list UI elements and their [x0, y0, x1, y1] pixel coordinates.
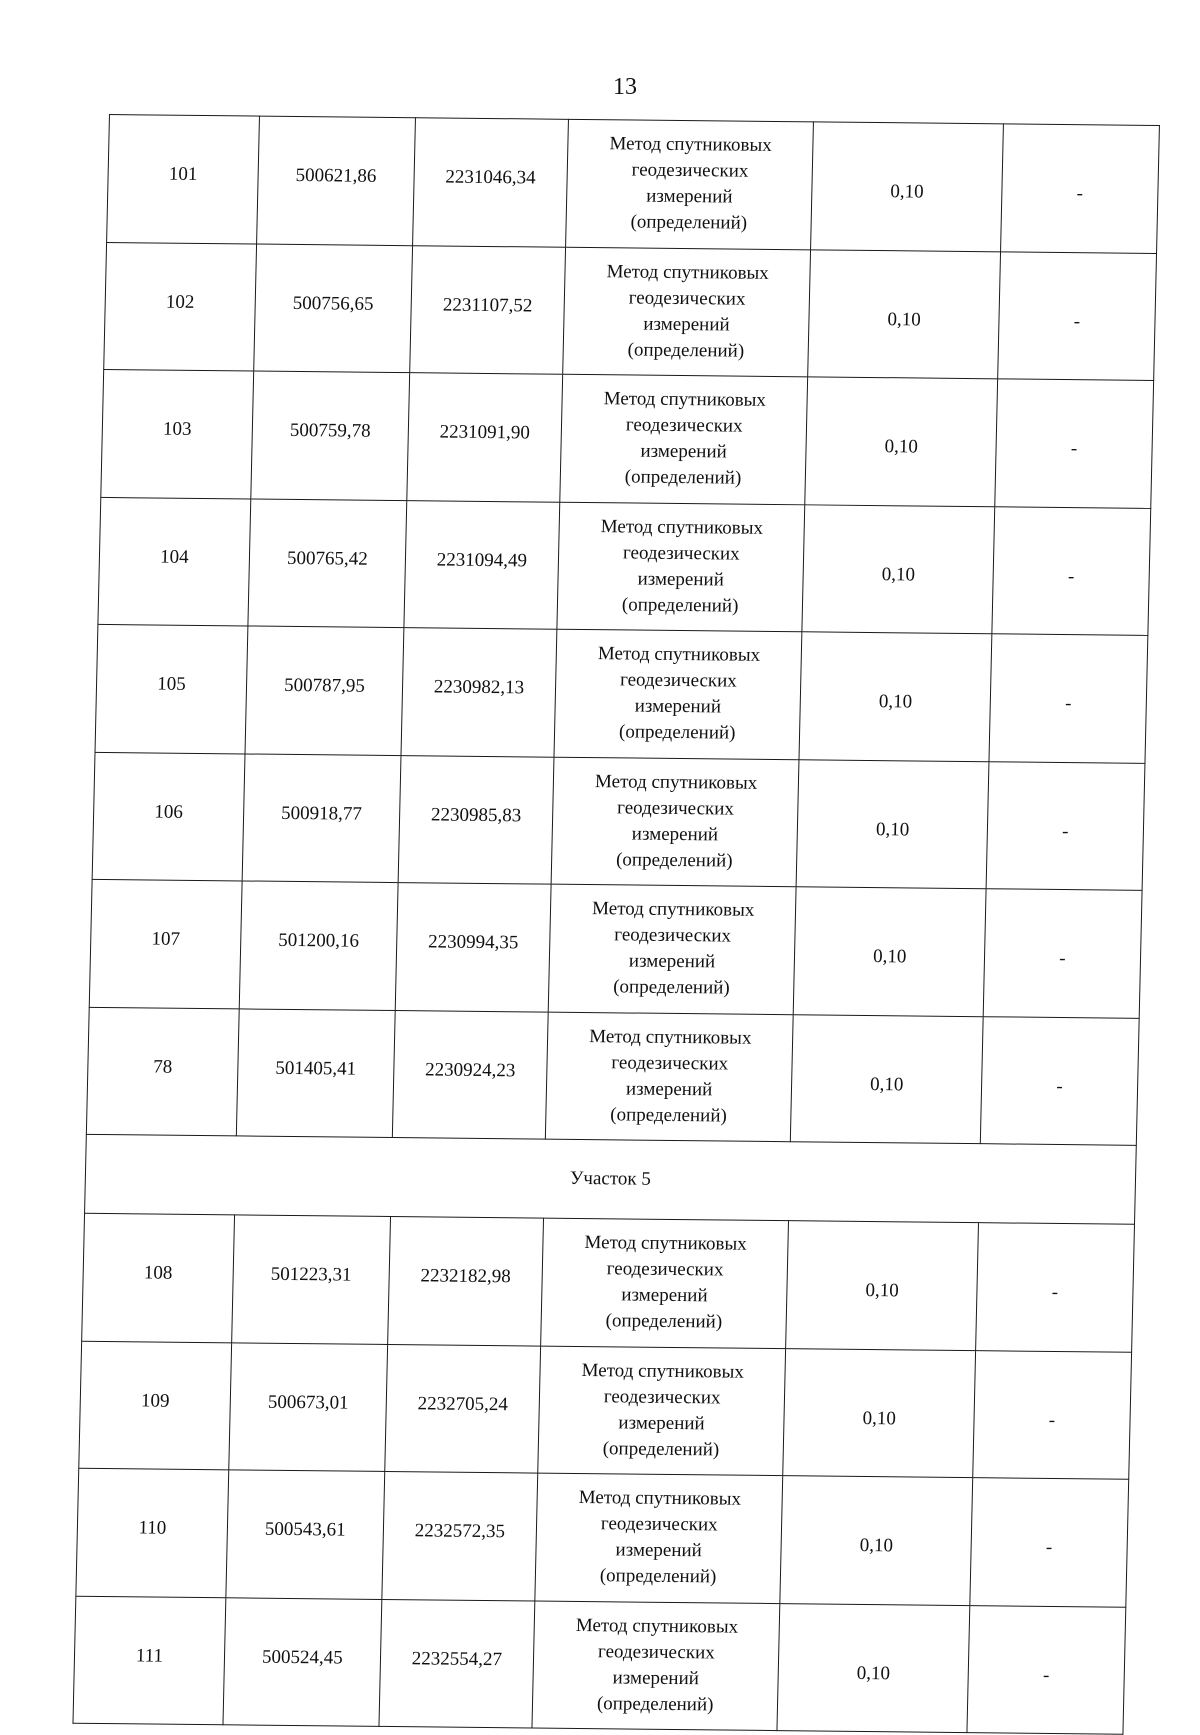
method-line: (определений) [610, 1104, 728, 1127]
method-cell [557, 502, 805, 632]
method-line: Метод спутниковых [575, 1614, 739, 1638]
note-cell: - [970, 1478, 1129, 1607]
method-line: Метод спутниковых [603, 388, 767, 412]
x-coordinate-cell: 501200,16 [239, 881, 398, 1010]
note-cell: - [998, 251, 1157, 380]
point-number-cell: 105 [95, 624, 248, 753]
method-cell [532, 1601, 780, 1731]
method-cell [560, 374, 808, 504]
method-line: (определений) [618, 721, 736, 744]
method-cell [548, 884, 796, 1014]
method-line: геодезических [625, 414, 743, 437]
point-number-cell: 101 [107, 115, 260, 244]
method-line: (определений) [627, 339, 745, 362]
table-row [79, 1341, 1132, 1479]
table-row [86, 1007, 1139, 1145]
point-number-cell: 78 [86, 1007, 239, 1136]
method-line: измерений [634, 695, 722, 718]
y-coordinate-cell: 2232182,98 [388, 1217, 544, 1346]
method-line: (определений) [599, 1565, 717, 1588]
x-coordinate-cell: 500543,61 [226, 1470, 385, 1599]
method-line: Метод спутниковых [581, 1359, 745, 1383]
method-line: геодезических [619, 669, 738, 692]
y-coordinate-cell: 2232705,24 [385, 1344, 541, 1473]
y-coordinate-cell: 2231046,34 [413, 118, 569, 247]
x-coordinate-cell: 500621,86 [256, 116, 415, 245]
table-row [82, 1213, 1135, 1351]
method-line: геодезических [628, 287, 746, 310]
note-cell: - [986, 761, 1145, 890]
method-line: геодезических [600, 1513, 718, 1536]
method-cell [538, 1346, 786, 1476]
note-cell: - [1000, 124, 1159, 253]
method-line: геодезических [616, 797, 735, 820]
table-row [98, 497, 1151, 635]
accuracy-cell: 0,10 [808, 249, 1000, 378]
note-cell: - [992, 506, 1151, 635]
method-cell [541, 1218, 789, 1348]
method-line: измерений [625, 1078, 713, 1101]
accuracy-cell: 0,10 [786, 1221, 978, 1350]
y-coordinate-cell: 2231091,90 [407, 373, 563, 502]
method-line: измерений [615, 1539, 703, 1562]
method-line: геодезических [597, 1640, 716, 1664]
section-label: Участок 5 [85, 1134, 1137, 1224]
x-coordinate-cell: 501223,31 [231, 1215, 390, 1344]
table-row [107, 115, 1160, 253]
method-line: измерений [640, 440, 728, 463]
x-coordinate-cell: 500918,77 [242, 753, 401, 882]
note-cell: - [973, 1350, 1132, 1479]
accuracy-cell: 0,10 [799, 632, 991, 761]
method-line: (определений) [605, 1310, 723, 1333]
method-line: измерений [621, 1284, 708, 1307]
point-number-cell: 103 [101, 369, 254, 498]
accuracy-cell: 0,10 [780, 1476, 972, 1605]
method-line: (определений) [612, 976, 730, 999]
note-cell: - [980, 1016, 1139, 1145]
accuracy-cell: 0,10 [797, 759, 989, 888]
x-coordinate-cell: 500524,45 [223, 1597, 382, 1726]
accuracy-cell: 0,10 [805, 377, 997, 506]
coordinates-table [72, 114, 1159, 1735]
method-line: (определений) [615, 849, 733, 872]
x-coordinate-cell: 501405,41 [236, 1008, 395, 1137]
note-cell: - [967, 1605, 1126, 1734]
note-cell: - [975, 1223, 1134, 1352]
method-line: Метод спутниковых [609, 133, 772, 157]
table-row [89, 879, 1142, 1017]
y-coordinate-cell: 2231107,52 [410, 245, 566, 374]
point-number-cell: 108 [82, 1213, 235, 1342]
section-row [85, 1134, 1137, 1224]
point-number-cell: 104 [98, 497, 251, 626]
page-number: 13 [613, 74, 637, 100]
point-number-cell: 111 [73, 1596, 226, 1725]
y-coordinate-cell: 2232554,27 [379, 1599, 535, 1728]
x-coordinate-cell: 500765,42 [248, 499, 407, 628]
method-line: измерений [628, 950, 716, 973]
method-line: Метод спутниковых [588, 1025, 752, 1049]
point-number-cell: 107 [89, 879, 242, 1008]
table-row [104, 242, 1157, 380]
accuracy-cell: 0,10 [802, 504, 994, 633]
method-line: Метод спутниковых [591, 898, 755, 922]
method-line: геодезических [622, 542, 740, 565]
method-line: Метод спутниковых [597, 643, 761, 667]
accuracy-cell: 0,10 [811, 122, 1003, 251]
method-line: Метод спутниковых [594, 770, 758, 794]
method-line: Метод спутниковых [600, 515, 764, 539]
y-coordinate-cell: 2230985,83 [398, 755, 554, 884]
table-body [73, 115, 1159, 1735]
method-cell [554, 629, 802, 759]
note-cell: - [989, 634, 1148, 763]
method-line: геодезических [603, 1386, 721, 1409]
method-cell [545, 1012, 793, 1142]
x-coordinate-cell: 500787,95 [245, 626, 404, 755]
method-line: (определений) [602, 1437, 720, 1461]
y-coordinate-cell: 2230982,13 [401, 628, 557, 757]
table-row [92, 752, 1145, 890]
point-number-cell: 109 [79, 1341, 232, 1470]
method-line: Метод спутниковых [606, 260, 770, 284]
method-cell [551, 757, 799, 887]
method-cell [563, 247, 811, 377]
point-number-cell: 102 [104, 242, 257, 371]
method-line: (определений) [621, 594, 739, 617]
table-row [73, 1596, 1126, 1734]
accuracy-cell: 0,10 [783, 1348, 975, 1477]
accuracy-cell: 0,10 [777, 1603, 969, 1732]
coordinates-table-wrapper [72, 114, 1159, 1735]
method-line: измерений [631, 823, 719, 846]
y-coordinate-cell: 2232572,35 [382, 1471, 538, 1600]
accuracy-cell: 0,10 [794, 887, 986, 1016]
y-coordinate-cell: 2230924,23 [392, 1010, 548, 1139]
method-line: геодезических [614, 924, 732, 947]
method-line: измерений [612, 1667, 700, 1690]
method-line: измерений [646, 185, 733, 208]
point-number-cell: 106 [92, 752, 245, 881]
method-line: измерений [643, 313, 730, 336]
table-row [95, 624, 1148, 762]
method-line: геодезических [611, 1052, 729, 1075]
method-line: геодезических [606, 1258, 724, 1281]
table-row [101, 369, 1154, 507]
method-line: (определений) [624, 466, 742, 489]
accuracy-cell: 0,10 [791, 1014, 983, 1143]
note-cell: - [983, 889, 1142, 1018]
note-cell: - [995, 379, 1154, 508]
y-coordinate-cell: 2231094,49 [404, 500, 560, 629]
x-coordinate-cell: 500673,01 [229, 1342, 388, 1471]
method-line: (определений) [596, 1692, 714, 1716]
method-cell [535, 1473, 783, 1603]
x-coordinate-cell: 500759,78 [251, 371, 410, 500]
table-row [76, 1468, 1129, 1606]
y-coordinate-cell: 2230994,35 [395, 883, 551, 1012]
x-coordinate-cell: 500756,65 [254, 244, 413, 373]
method-cell [565, 119, 813, 249]
method-line: геодезических [631, 159, 749, 182]
method-line: Метод спутниковых [584, 1232, 748, 1255]
method-line: (определений) [630, 211, 748, 234]
method-line: измерений [618, 1412, 705, 1435]
method-line: измерений [637, 568, 725, 591]
point-number-cell: 110 [76, 1468, 229, 1597]
method-line: Метод спутниковых [578, 1487, 742, 1510]
